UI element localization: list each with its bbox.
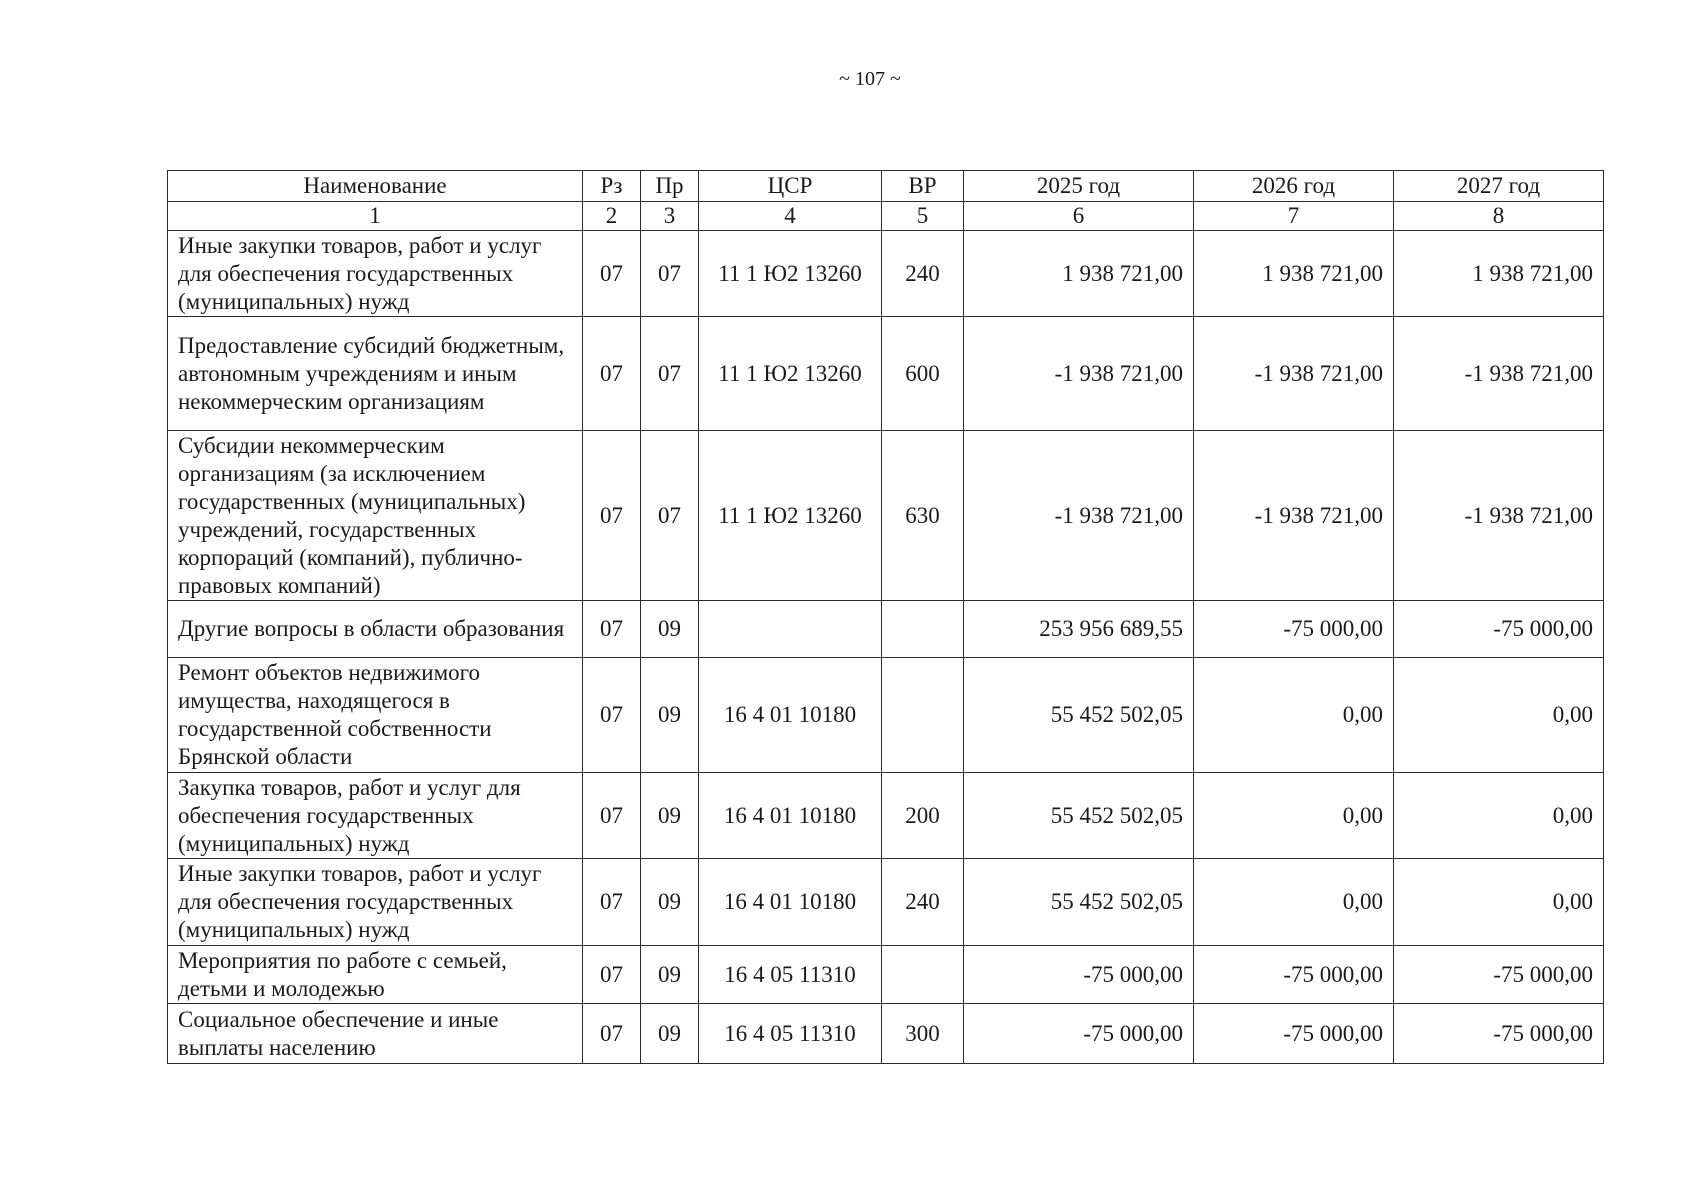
row-pr: 09 [641,601,699,658]
row-2026: 1 938 721,00 [1194,231,1394,317]
row-name: Закупка товаров, работ и услуг для обеспечения государственных (муниципальных) нужд [168,773,583,859]
row-csr: 11 1 Ю2 13260 [699,231,882,317]
row-2025: -1 938 721,00 [964,431,1194,601]
row-rz: 07 [583,231,641,317]
column-number: 7 [1194,202,1394,231]
row-2027: 0,00 [1394,859,1604,946]
header-pr: Пр [641,171,699,202]
page-number: ~ 107 ~ [839,68,901,90]
table-row [168,946,1604,1004]
column-number-row [168,202,1604,231]
row-2025: 55 452 502,05 [964,658,1194,773]
header-2027: 2027 год [1394,171,1604,202]
column-number: 2 [583,202,641,231]
row-rz: 07 [583,946,641,1004]
table-row [168,773,1604,859]
row-name: Мероприятия по работе с семьей, детьми и молодежью [168,946,583,1004]
column-number: 6 [964,202,1194,231]
row-vr: 240 [882,231,964,317]
row-2026: -75 000,00 [1194,601,1394,658]
row-vr [882,658,964,773]
column-number: 4 [699,202,882,231]
row-csr: 16 4 01 10180 [699,658,882,773]
row-2027: -75 000,00 [1394,946,1604,1004]
table-row [168,601,1604,658]
row-2025: 55 452 502,05 [964,859,1194,946]
header-name: Наименование [168,171,583,202]
row-vr: 630 [882,431,964,601]
header-2025: 2025 год [964,171,1194,202]
row-csr: 16 4 05 11310 [699,946,882,1004]
row-2027: 0,00 [1394,658,1604,773]
header-vr: ВР [882,171,964,202]
row-vr: 600 [882,317,964,431]
row-2027: 1 938 721,00 [1394,231,1604,317]
row-name: Иные закупки товаров, работ и услуг для обеспечения государственных (муниципальных) нужд [168,859,583,946]
row-pr: 07 [641,231,699,317]
row-2025: 253 956 689,55 [964,601,1194,658]
row-pr: 09 [641,773,699,859]
row-2026: 0,00 [1194,859,1394,946]
row-pr: 09 [641,859,699,946]
row-2025: -75 000,00 [964,1004,1194,1064]
table-row [168,859,1604,946]
row-2025: 1 938 721,00 [964,231,1194,317]
row-vr [882,946,964,1004]
row-2027: -75 000,00 [1394,1004,1604,1064]
row-2026: -75 000,00 [1194,946,1394,1004]
row-pr: 07 [641,431,699,601]
row-pr: 07 [641,317,699,431]
row-rz: 07 [583,859,641,946]
row-pr: 09 [641,1004,699,1064]
budget-table [167,170,1604,1064]
row-csr: 16 4 01 10180 [699,859,882,946]
column-number: 5 [882,202,964,231]
row-2026: 0,00 [1194,773,1394,859]
row-rz: 07 [583,773,641,859]
header-2026: 2026 год [1194,171,1394,202]
row-rz: 07 [583,317,641,431]
row-2027: 0,00 [1394,773,1604,859]
row-2026: -75 000,00 [1194,1004,1394,1064]
row-name: Иные закупки товаров, работ и услуг для обеспечения государственных (муниципальных) нужд [168,231,583,317]
header-row [168,171,1604,202]
row-name: Другие вопросы в области образования [168,601,583,658]
table-row [168,658,1604,773]
row-2026: -1 938 721,00 [1194,317,1394,431]
row-rz: 07 [583,601,641,658]
row-csr: 16 4 05 11310 [699,1004,882,1064]
row-2026: 0,00 [1194,658,1394,773]
table-row [168,317,1604,431]
row-csr: 11 1 Ю2 13260 [699,431,882,601]
row-vr: 240 [882,859,964,946]
row-2025: 55 452 502,05 [964,773,1194,859]
row-2026: -1 938 721,00 [1194,431,1394,601]
row-csr: 16 4 01 10180 [699,773,882,859]
header-csr: ЦСР [699,171,882,202]
row-2027: -1 938 721,00 [1394,317,1604,431]
row-pr: 09 [641,658,699,773]
column-number: 8 [1394,202,1604,231]
row-2027: -1 938 721,00 [1394,431,1604,601]
row-name: Социальное обеспечение и иные выплаты населению [168,1004,583,1064]
column-number: 1 [168,202,583,231]
row-pr: 09 [641,946,699,1004]
row-rz: 07 [583,658,641,773]
table-row [168,1004,1604,1064]
column-number: 3 [641,202,699,231]
table-row [168,431,1604,601]
row-2025: -75 000,00 [964,946,1194,1004]
header-rz: Рз [583,171,641,202]
row-2025: -1 938 721,00 [964,317,1194,431]
row-vr: 200 [882,773,964,859]
row-rz: 07 [583,1004,641,1064]
row-name: Предоставление субсидий бюджетным, автономным учреждениям и иным некоммерческим организациям [168,317,583,431]
row-vr: 300 [882,1004,964,1064]
row-name: Субсидии некоммерческим организациям (за исключением государственных (муниципальных) учреждений, государственных корпораций (компаний), публично-правовых компаний) [168,431,583,601]
row-name: Ремонт объектов недвижимого имущества, находящегося в государственной собственности Брянской области [168,658,583,773]
row-csr: 11 1 Ю2 13260 [699,317,882,431]
row-vr [882,601,964,658]
row-2027: -75 000,00 [1394,601,1604,658]
table-row [168,231,1604,317]
row-rz: 07 [583,431,641,601]
row-csr [699,601,882,658]
